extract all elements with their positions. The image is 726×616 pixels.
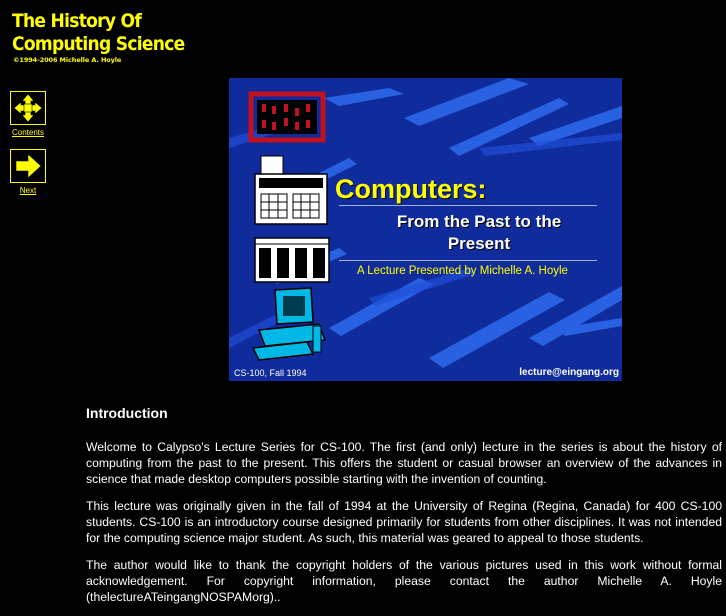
slide-byline: A Lecture Presented by Michelle A. Hoyle xyxy=(357,265,568,277)
intro-paragraph-1: Welcome to Calypso's Lecture Series for CS-100. The first (and only) lecture in the series is about the history of computing from the past to the present. This offers the student or casual browser an overview of the advances in science that made desktop computers possible starting with the invention of counting. xyxy=(86,440,722,486)
title-slide-image xyxy=(229,78,622,381)
intro-paragraph-2: This lecture was originally given in the fall of 1994 at the University of Regina (Regina, Canada) for 400 CS-100 students. CS-100 is an introductory course designed primarily for students from other disciplines. It was not intended for the computing science major student. As such, this material was geared to appeal to those students. xyxy=(86,499,722,545)
slide-course-label: CS-100, Fall 1994 xyxy=(234,368,307,378)
slide-subtitle-line1: From the Past to the xyxy=(396,212,562,231)
slide-subtitle xyxy=(359,211,599,255)
slide-divider-bottom xyxy=(339,260,597,261)
next-label[interactable]: Next xyxy=(19,186,37,195)
abacus-icon xyxy=(251,94,323,140)
site-title-line2: Computing Science xyxy=(12,33,185,55)
contents-label[interactable]: Contents xyxy=(11,128,45,137)
slide-title: Computers: xyxy=(335,174,487,204)
mainframe-icon xyxy=(255,238,329,282)
section-heading: Introduction xyxy=(86,405,168,421)
arrow-right-icon[interactable] xyxy=(10,149,46,183)
copyright-notice: ©1994-2006 Michelle A. Hoyle xyxy=(13,56,122,64)
move-arrows-icon[interactable] xyxy=(10,91,46,125)
slide-divider-top xyxy=(339,205,597,206)
intro-paragraph-3: The author would like to thank the copyright holders of the various pictures used in this work without formal acknowledgement. For copyright information, please contact the author Michelle A. Hoyle (thelectureATeingangNOSPAMorg).. xyxy=(86,558,722,604)
slide-email: lecture@eingang.org xyxy=(519,367,619,378)
site-title-line1: The History Of xyxy=(12,10,142,32)
contents-link[interactable] xyxy=(10,91,46,137)
next-link[interactable] xyxy=(10,149,46,195)
site-title xyxy=(12,10,185,56)
article-body xyxy=(86,404,722,616)
slide-subtitle-line2: Present xyxy=(447,234,511,253)
